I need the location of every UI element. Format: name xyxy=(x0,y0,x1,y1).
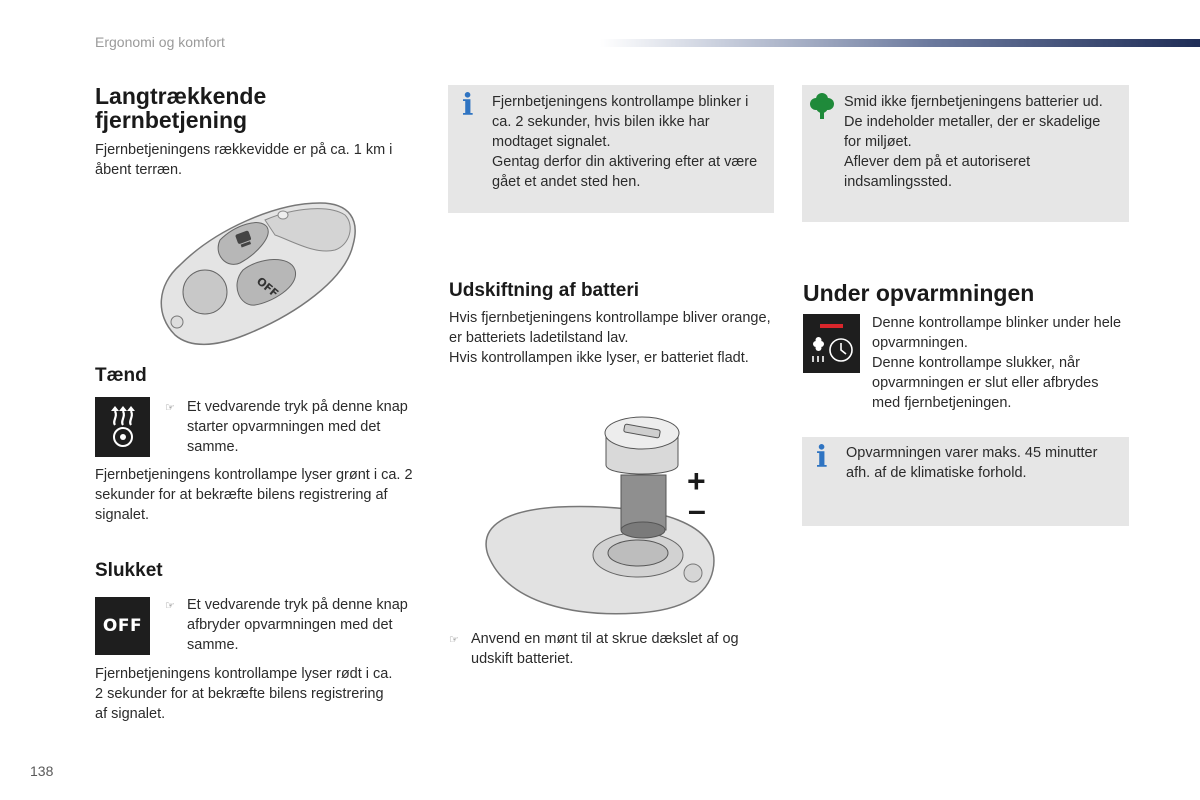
eco-line1: Smid ikke fjernbetjeningens batterier ud. De indeholder metaller, der er skadelige for miljøet. xyxy=(844,94,1103,150)
info-icon: i xyxy=(816,440,828,475)
section-header: Ergonomi og komfort xyxy=(95,34,225,50)
heating-on-icon xyxy=(95,397,150,457)
battery-replacement-image xyxy=(478,405,718,620)
on-bullet-text: Et vedvarende tryk på denne knap starter opvarmningen med det samme. xyxy=(187,399,408,455)
heating-lamp-icon xyxy=(803,314,860,373)
info-box-signal xyxy=(448,85,774,213)
duration-text: Opvarmningen varer maks. 45 minutter afh. af de klimatiske forhold. xyxy=(846,445,1098,481)
header-bar xyxy=(600,39,1200,47)
on-text: Fjernbetjeningens kontrollampe lyser grønt i ca. 2 sekunder for at bekræfte bilens registrering af signalet. xyxy=(95,467,413,523)
page-title: Langtrækkende fjernbetjening xyxy=(95,83,267,133)
eco-box xyxy=(802,85,1129,222)
off-icon-label: OFF xyxy=(102,616,143,636)
info-icon: i xyxy=(462,88,474,123)
remote-off-label: OFF xyxy=(253,274,281,301)
info-box-line2: Gentag derfor din aktivering efter at være gået et andet sted hen. xyxy=(492,154,758,190)
bullet-arrow-icon: ☞ xyxy=(449,634,459,646)
battery-minus-label: – xyxy=(688,492,706,528)
off-text: Fjernbetjeningens kontrollampe lyser rødt i ca. 2 sekunder for at bekræfte bilens registrering af signalet. xyxy=(95,666,393,722)
eco-line2: Aflever dem på et autoriseret indsamlingssted. xyxy=(844,154,1031,190)
bullet-arrow-icon: ☞ xyxy=(165,600,175,612)
battery-text1: Hvis fjernbetjeningens kontrollampe bliver orange, er batteriets ladetilstand lav. xyxy=(449,310,771,346)
off-icon xyxy=(95,597,150,655)
heating-text2: Denne kontrollampe slukker, når opvarmningen er slut eller afbrydes med fjernbetjeningen. xyxy=(872,355,1099,411)
bullet-arrow-icon: ☞ xyxy=(165,402,175,414)
on-bullet xyxy=(165,397,420,457)
remote-control-image xyxy=(155,195,365,355)
off-bullet xyxy=(165,595,420,655)
battery-bullet-text: Anvend en mønt til at skrue dækslet af og udskift batteriet. xyxy=(471,631,739,667)
page-number: 138 xyxy=(30,763,54,779)
on-heading: Tænd xyxy=(95,365,147,386)
intro-text: Fjernbetjeningens rækkevidde er på ca. 1 km i åbent terræn. xyxy=(95,142,393,178)
battery-heading: Udskiftning af batteri xyxy=(449,280,640,301)
off-bullet-text: Et vedvarende tryk på denne knap afbryder opvarmningen med det samme. xyxy=(187,597,408,653)
off-heading: Slukket xyxy=(95,560,163,581)
heating-text1: Denne kontrollampe blinker under hele opvarmningen. xyxy=(872,315,1122,351)
battery-plus-label: + xyxy=(687,463,706,499)
heating-heading: Under opvarmningen xyxy=(803,280,1035,306)
battery-text2: Hvis kontrollampen ikke lyser, er batteriet fladt. xyxy=(449,350,749,366)
info-box-duration xyxy=(802,437,1129,526)
tree-icon xyxy=(810,91,834,121)
battery-bullet xyxy=(449,629,779,669)
info-box-line1: Fjernbetjeningens kontrollampe blinker i ca. 2 sekunder, hvis bilen ikke har modtaget signalet. xyxy=(492,94,749,150)
